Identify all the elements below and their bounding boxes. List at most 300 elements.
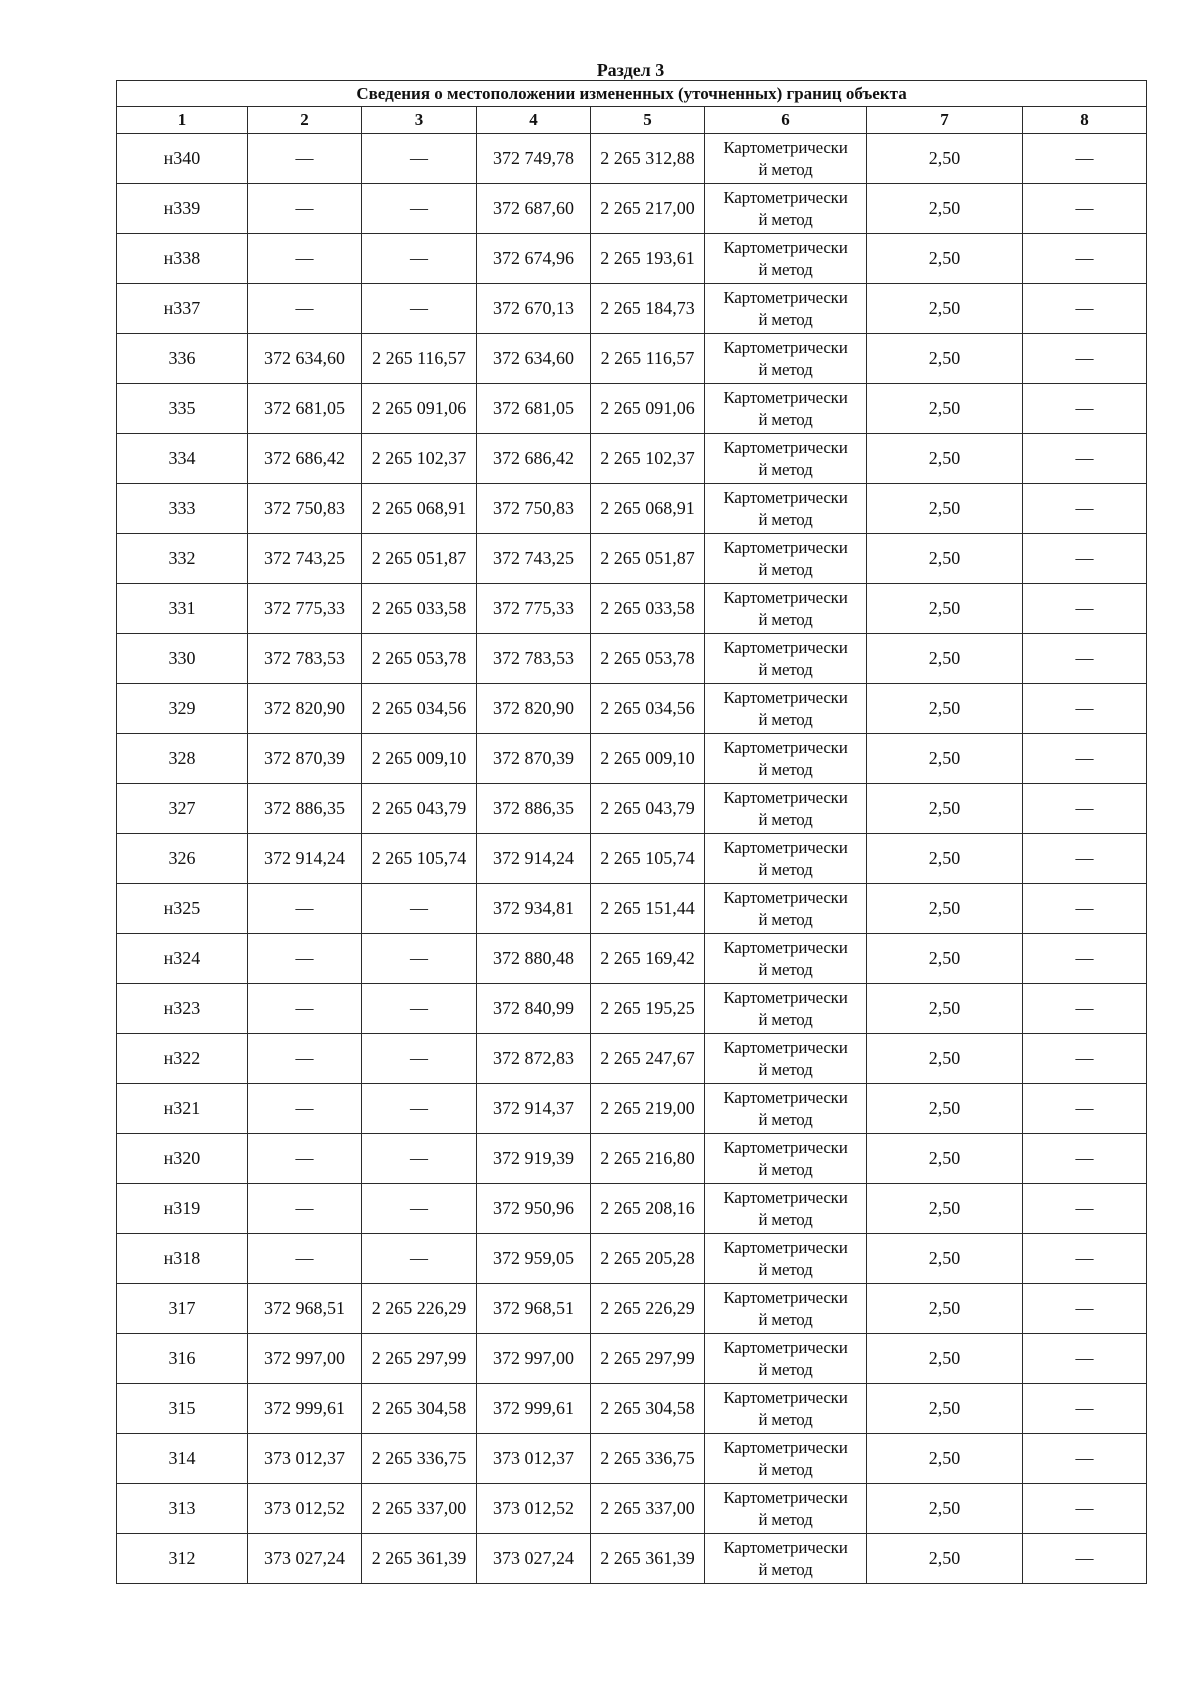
- method-cell: [705, 284, 867, 334]
- method-line-2: й метод: [758, 359, 813, 379]
- point-number-cell: н324: [117, 934, 248, 984]
- accuracy-cell: 2,50: [867, 1134, 1023, 1184]
- description-cell: —: [1023, 984, 1147, 1034]
- old-x-cell: 372 968,51: [248, 1284, 362, 1334]
- column-number: 5: [591, 107, 705, 134]
- point-number-cell: 330: [117, 634, 248, 684]
- new-x-cell: 372 686,42: [477, 434, 591, 484]
- method-cell: [705, 884, 867, 934]
- method-line-1: Картометрически: [723, 1487, 848, 1507]
- method-line-2: й метод: [758, 1009, 813, 1029]
- method-line-1: Картометрически: [723, 687, 848, 707]
- new-x-cell: 372 950,96: [477, 1184, 591, 1234]
- table-caption-row: [117, 81, 1147, 107]
- new-y-cell: 2 265 219,00: [591, 1084, 705, 1134]
- old-x-cell: —: [248, 234, 362, 284]
- old-y-cell: —: [362, 284, 477, 334]
- table-row: [117, 1234, 1147, 1284]
- method-line-1: Картометрически: [723, 437, 848, 457]
- new-y-cell: 2 265 068,91: [591, 484, 705, 534]
- method-line-2: й метод: [758, 409, 813, 429]
- accuracy-cell: 2,50: [867, 484, 1023, 534]
- old-x-cell: —: [248, 934, 362, 984]
- old-x-cell: —: [248, 184, 362, 234]
- method-line-1: Картометрически: [723, 337, 848, 357]
- accuracy-cell: 2,50: [867, 134, 1023, 184]
- accuracy-cell: 2,50: [867, 584, 1023, 634]
- table-row: [117, 984, 1147, 1034]
- method-line-2: й метод: [758, 309, 813, 329]
- method-cell: [705, 634, 867, 684]
- new-x-cell: 372 750,83: [477, 484, 591, 534]
- old-x-cell: —: [248, 1134, 362, 1184]
- old-x-cell: —: [248, 984, 362, 1034]
- description-cell: —: [1023, 1284, 1147, 1334]
- method-line-2: й метод: [758, 1359, 813, 1379]
- method-line-1: Картометрически: [723, 287, 848, 307]
- description-cell: —: [1023, 1084, 1147, 1134]
- table-row: [117, 384, 1147, 434]
- new-x-cell: 372 681,05: [477, 384, 591, 434]
- accuracy-cell: 2,50: [867, 434, 1023, 484]
- old-y-cell: 2 265 336,75: [362, 1434, 477, 1484]
- point-number-cell: 328: [117, 734, 248, 784]
- new-y-cell: 2 265 033,58: [591, 584, 705, 634]
- old-x-cell: 372 750,83: [248, 484, 362, 534]
- old-x-cell: 372 999,61: [248, 1384, 362, 1434]
- method-cell: [705, 1384, 867, 1434]
- description-cell: —: [1023, 784, 1147, 834]
- accuracy-cell: 2,50: [867, 1234, 1023, 1284]
- method-cell: [705, 1434, 867, 1484]
- column-number: 2: [248, 107, 362, 134]
- new-y-cell: 2 265 034,56: [591, 684, 705, 734]
- method-line-1: Картометрически: [723, 1337, 848, 1357]
- method-line-2: й метод: [758, 1209, 813, 1229]
- description-cell: —: [1023, 1034, 1147, 1084]
- column-number: 6: [705, 107, 867, 134]
- method-line-1: Картометрически: [723, 1387, 848, 1407]
- accuracy-cell: 2,50: [867, 184, 1023, 234]
- table-caption: Сведения о местоположении измененных (уточненных) границ объекта: [117, 81, 1147, 107]
- section-title: Раздел 3: [596, 60, 665, 80]
- new-y-cell: 2 265 105,74: [591, 834, 705, 884]
- old-y-cell: 2 265 297,99: [362, 1334, 477, 1384]
- new-x-cell: 372 670,13: [477, 284, 591, 334]
- method-line-1: Картометрически: [723, 487, 848, 507]
- point-number-cell: н322: [117, 1034, 248, 1084]
- method-line-1: Картометрически: [723, 1087, 848, 1107]
- description-cell: —: [1023, 834, 1147, 884]
- description-cell: —: [1023, 384, 1147, 434]
- table-row: [117, 734, 1147, 784]
- method-cell: [705, 1534, 867, 1584]
- old-y-cell: 2 265 226,29: [362, 1284, 477, 1334]
- method-line-2: й метод: [758, 909, 813, 929]
- old-y-cell: —: [362, 984, 477, 1034]
- description-cell: —: [1023, 434, 1147, 484]
- table-row: [117, 234, 1147, 284]
- new-x-cell: 373 027,24: [477, 1534, 591, 1584]
- accuracy-cell: 2,50: [867, 1184, 1023, 1234]
- new-x-cell: 372 914,24: [477, 834, 591, 884]
- old-x-cell: —: [248, 1184, 362, 1234]
- new-x-cell: 372 870,39: [477, 734, 591, 784]
- old-y-cell: 2 265 068,91: [362, 484, 477, 534]
- old-y-cell: 2 265 091,06: [362, 384, 477, 434]
- table-row: [117, 1484, 1147, 1534]
- old-y-cell: 2 265 033,58: [362, 584, 477, 634]
- accuracy-cell: 2,50: [867, 534, 1023, 584]
- description-cell: —: [1023, 534, 1147, 584]
- method-cell: [705, 1334, 867, 1384]
- new-y-cell: 2 265 169,42: [591, 934, 705, 984]
- method-line-1: Картометрически: [723, 1287, 848, 1307]
- old-y-cell: 2 265 009,10: [362, 734, 477, 784]
- method-line-2: й метод: [758, 609, 813, 629]
- description-cell: —: [1023, 584, 1147, 634]
- accuracy-cell: 2,50: [867, 1034, 1023, 1084]
- old-y-cell: —: [362, 1034, 477, 1084]
- old-y-cell: —: [362, 1234, 477, 1284]
- method-line-2: й метод: [758, 809, 813, 829]
- old-y-cell: —: [362, 1084, 477, 1134]
- table-row: [117, 484, 1147, 534]
- old-y-cell: —: [362, 1134, 477, 1184]
- new-y-cell: 2 265 226,29: [591, 1284, 705, 1334]
- method-line-1: Картометрически: [723, 1187, 848, 1207]
- point-number-cell: 331: [117, 584, 248, 634]
- old-y-cell: 2 265 116,57: [362, 334, 477, 384]
- column-number: 8: [1023, 107, 1147, 134]
- table-row: [117, 1034, 1147, 1084]
- method-line-2: й метод: [758, 509, 813, 529]
- old-x-cell: 372 997,00: [248, 1334, 362, 1384]
- accuracy-cell: 2,50: [867, 634, 1023, 684]
- point-number-cell: 336: [117, 334, 248, 384]
- new-y-cell: 2 265 009,10: [591, 734, 705, 784]
- old-y-cell: 2 265 304,58: [362, 1384, 477, 1434]
- new-y-cell: 2 265 116,57: [591, 334, 705, 384]
- point-number-cell: 334: [117, 434, 248, 484]
- old-y-cell: 2 265 051,87: [362, 534, 477, 584]
- new-y-cell: 2 265 217,00: [591, 184, 705, 234]
- new-x-cell: 372 968,51: [477, 1284, 591, 1334]
- new-x-cell: 372 783,53: [477, 634, 591, 684]
- method-cell: [705, 484, 867, 534]
- table-row: [117, 1134, 1147, 1184]
- description-cell: —: [1023, 1184, 1147, 1234]
- description-cell: —: [1023, 734, 1147, 784]
- accuracy-cell: 2,50: [867, 984, 1023, 1034]
- old-y-cell: 2 265 102,37: [362, 434, 477, 484]
- method-cell: [705, 434, 867, 484]
- description-cell: —: [1023, 884, 1147, 934]
- new-y-cell: 2 265 216,80: [591, 1134, 705, 1184]
- old-x-cell: 372 775,33: [248, 584, 362, 634]
- old-x-cell: —: [248, 1084, 362, 1134]
- description-cell: —: [1023, 234, 1147, 284]
- old-x-cell: 373 012,52: [248, 1484, 362, 1534]
- method-line-2: й метод: [758, 659, 813, 679]
- accuracy-cell: 2,50: [867, 334, 1023, 384]
- accuracy-cell: 2,50: [867, 934, 1023, 984]
- method-line-2: й метод: [758, 759, 813, 779]
- table-row: [117, 584, 1147, 634]
- method-line-1: Картометрически: [723, 937, 848, 957]
- point-number-cell: н323: [117, 984, 248, 1034]
- method-line-1: Картометрически: [723, 787, 848, 807]
- point-number-cell: н325: [117, 884, 248, 934]
- point-number-cell: 333: [117, 484, 248, 534]
- table-row: [117, 334, 1147, 384]
- new-y-cell: 2 265 184,73: [591, 284, 705, 334]
- old-y-cell: —: [362, 184, 477, 234]
- description-cell: —: [1023, 134, 1147, 184]
- method-cell: [705, 734, 867, 784]
- new-y-cell: 2 265 102,37: [591, 434, 705, 484]
- method-line-1: Картометрически: [723, 837, 848, 857]
- old-x-cell: 372 783,53: [248, 634, 362, 684]
- new-y-cell: 2 265 051,87: [591, 534, 705, 584]
- method-line-2: й метод: [758, 1109, 813, 1129]
- accuracy-cell: 2,50: [867, 734, 1023, 784]
- method-cell: [705, 1484, 867, 1534]
- new-y-cell: 2 265 336,75: [591, 1434, 705, 1484]
- table-row: [117, 1534, 1147, 1584]
- method-line-1: Картометрически: [723, 137, 848, 157]
- new-x-cell: 372 749,78: [477, 134, 591, 184]
- description-cell: —: [1023, 184, 1147, 234]
- old-y-cell: 2 265 053,78: [362, 634, 477, 684]
- new-x-cell: 372 674,96: [477, 234, 591, 284]
- method-line-1: Картометрически: [723, 887, 848, 907]
- column-number-row: [117, 107, 1147, 134]
- old-y-cell: 2 265 337,00: [362, 1484, 477, 1534]
- old-y-cell: —: [362, 234, 477, 284]
- new-y-cell: 2 265 312,88: [591, 134, 705, 184]
- method-cell: [705, 534, 867, 584]
- method-line-2: й метод: [758, 1259, 813, 1279]
- method-line-2: й метод: [758, 1459, 813, 1479]
- method-line-1: Картометрически: [723, 1137, 848, 1157]
- new-x-cell: 372 634,60: [477, 334, 591, 384]
- table-row: [117, 784, 1147, 834]
- new-y-cell: 2 265 337,00: [591, 1484, 705, 1534]
- old-y-cell: 2 265 105,74: [362, 834, 477, 884]
- new-y-cell: 2 265 151,44: [591, 884, 705, 934]
- method-cell: [705, 1234, 867, 1284]
- new-x-cell: 372 872,83: [477, 1034, 591, 1084]
- new-y-cell: 2 265 208,16: [591, 1184, 705, 1234]
- old-x-cell: 372 743,25: [248, 534, 362, 584]
- method-line-1: Картометрически: [723, 1237, 848, 1257]
- point-number-cell: 326: [117, 834, 248, 884]
- table-row: [117, 884, 1147, 934]
- description-cell: —: [1023, 1334, 1147, 1384]
- new-x-cell: 372 743,25: [477, 534, 591, 584]
- method-cell: [705, 1084, 867, 1134]
- point-number-cell: н320: [117, 1134, 248, 1184]
- table-row: [117, 434, 1147, 484]
- method-line-1: Картометрически: [723, 387, 848, 407]
- method-line-2: й метод: [758, 259, 813, 279]
- table-row: [117, 1384, 1147, 1434]
- old-x-cell: 372 634,60: [248, 334, 362, 384]
- new-x-cell: 372 959,05: [477, 1234, 591, 1284]
- method-line-1: Картометрически: [723, 1537, 848, 1557]
- description-cell: —: [1023, 934, 1147, 984]
- description-cell: —: [1023, 484, 1147, 534]
- description-cell: —: [1023, 684, 1147, 734]
- old-x-cell: 372 820,90: [248, 684, 362, 734]
- method-line-1: Картометрически: [723, 1437, 848, 1457]
- new-y-cell: 2 265 091,06: [591, 384, 705, 434]
- new-x-cell: 373 012,52: [477, 1484, 591, 1534]
- method-line-2: й метод: [758, 859, 813, 879]
- new-x-cell: 372 934,81: [477, 884, 591, 934]
- point-number-cell: н338: [117, 234, 248, 284]
- description-cell: —: [1023, 1484, 1147, 1534]
- new-x-cell: 372 687,60: [477, 184, 591, 234]
- point-number-cell: 332: [117, 534, 248, 584]
- old-x-cell: 372 886,35: [248, 784, 362, 834]
- table-row: [117, 634, 1147, 684]
- point-number-cell: 313: [117, 1484, 248, 1534]
- new-x-cell: 372 886,35: [477, 784, 591, 834]
- point-number-cell: 316: [117, 1334, 248, 1384]
- new-y-cell: 2 265 205,28: [591, 1234, 705, 1284]
- new-x-cell: 372 840,99: [477, 984, 591, 1034]
- accuracy-cell: 2,50: [867, 1334, 1023, 1384]
- old-x-cell: —: [248, 1034, 362, 1084]
- accuracy-cell: 2,50: [867, 234, 1023, 284]
- accuracy-cell: 2,50: [867, 1434, 1023, 1484]
- description-cell: —: [1023, 1134, 1147, 1184]
- old-y-cell: —: [362, 1184, 477, 1234]
- point-number-cell: 315: [117, 1384, 248, 1434]
- table-row: [117, 534, 1147, 584]
- description-cell: —: [1023, 1234, 1147, 1284]
- old-y-cell: —: [362, 884, 477, 934]
- column-number: 7: [867, 107, 1023, 134]
- table-row: [117, 1084, 1147, 1134]
- description-cell: —: [1023, 1534, 1147, 1584]
- old-y-cell: 2 265 034,56: [362, 684, 477, 734]
- point-number-cell: 329: [117, 684, 248, 734]
- new-x-cell: 372 997,00: [477, 1334, 591, 1384]
- method-cell: [705, 334, 867, 384]
- method-cell: [705, 134, 867, 184]
- description-cell: —: [1023, 334, 1147, 384]
- new-x-cell: 372 880,48: [477, 934, 591, 984]
- description-cell: —: [1023, 634, 1147, 684]
- point-number-cell: н339: [117, 184, 248, 234]
- old-x-cell: 372 686,42: [248, 434, 362, 484]
- method-line-2: й метод: [758, 159, 813, 179]
- new-y-cell: 2 265 195,25: [591, 984, 705, 1034]
- table-body: [117, 134, 1147, 1584]
- old-y-cell: 2 265 043,79: [362, 784, 477, 834]
- method-line-2: й метод: [758, 709, 813, 729]
- old-y-cell: —: [362, 134, 477, 184]
- new-y-cell: 2 265 053,78: [591, 634, 705, 684]
- method-cell: [705, 1284, 867, 1334]
- method-line-2: й метод: [758, 1309, 813, 1329]
- column-number: 3: [362, 107, 477, 134]
- point-number-cell: 314: [117, 1434, 248, 1484]
- method-cell: [705, 934, 867, 984]
- method-line-2: й метод: [758, 209, 813, 229]
- new-y-cell: 2 265 247,67: [591, 1034, 705, 1084]
- method-cell: [705, 584, 867, 634]
- method-line-1: Картометрически: [723, 537, 848, 557]
- method-cell: [705, 984, 867, 1034]
- method-line-1: Картометрически: [723, 187, 848, 207]
- old-x-cell: 373 027,24: [248, 1534, 362, 1584]
- method-cell: [705, 1034, 867, 1084]
- point-number-cell: н319: [117, 1184, 248, 1234]
- point-number-cell: 312: [117, 1534, 248, 1584]
- new-y-cell: 2 265 043,79: [591, 784, 705, 834]
- old-x-cell: —: [248, 1234, 362, 1284]
- new-x-cell: 372 914,37: [477, 1084, 591, 1134]
- old-y-cell: —: [362, 934, 477, 984]
- method-line-2: й метод: [758, 1559, 813, 1579]
- table-row: [117, 934, 1147, 984]
- method-cell: [705, 834, 867, 884]
- description-cell: —: [1023, 284, 1147, 334]
- point-number-cell: н318: [117, 1234, 248, 1284]
- method-line-2: й метод: [758, 1159, 813, 1179]
- table-row: [117, 834, 1147, 884]
- description-cell: —: [1023, 1384, 1147, 1434]
- accuracy-cell: 2,50: [867, 284, 1023, 334]
- boundary-coordinates-table: [116, 80, 1147, 1584]
- accuracy-cell: 2,50: [867, 784, 1023, 834]
- method-cell: [705, 784, 867, 834]
- table-row: [117, 1334, 1147, 1384]
- new-y-cell: 2 265 297,99: [591, 1334, 705, 1384]
- method-cell: [705, 234, 867, 284]
- new-x-cell: 372 919,39: [477, 1134, 591, 1184]
- point-number-cell: н340: [117, 134, 248, 184]
- point-number-cell: 327: [117, 784, 248, 834]
- table-row: [117, 684, 1147, 734]
- method-line-1: Картометрически: [723, 1037, 848, 1057]
- method-line-2: й метод: [758, 1509, 813, 1529]
- method-cell: [705, 384, 867, 434]
- accuracy-cell: 2,50: [867, 1284, 1023, 1334]
- table-row: [117, 1284, 1147, 1334]
- table-row: [117, 1184, 1147, 1234]
- table-row: [117, 1434, 1147, 1484]
- method-line-2: й метод: [758, 459, 813, 479]
- old-y-cell: 2 265 361,39: [362, 1534, 477, 1584]
- method-line-1: Картометрически: [723, 237, 848, 257]
- point-number-cell: 335: [117, 384, 248, 434]
- accuracy-cell: 2,50: [867, 684, 1023, 734]
- old-x-cell: 372 870,39: [248, 734, 362, 784]
- new-y-cell: 2 265 361,39: [591, 1534, 705, 1584]
- method-line-1: Картометрически: [723, 987, 848, 1007]
- method-line-2: й метод: [758, 959, 813, 979]
- point-number-cell: н321: [117, 1084, 248, 1134]
- column-number: 4: [477, 107, 591, 134]
- method-line-2: й метод: [758, 559, 813, 579]
- method-cell: [705, 1184, 867, 1234]
- column-number: 1: [117, 107, 248, 134]
